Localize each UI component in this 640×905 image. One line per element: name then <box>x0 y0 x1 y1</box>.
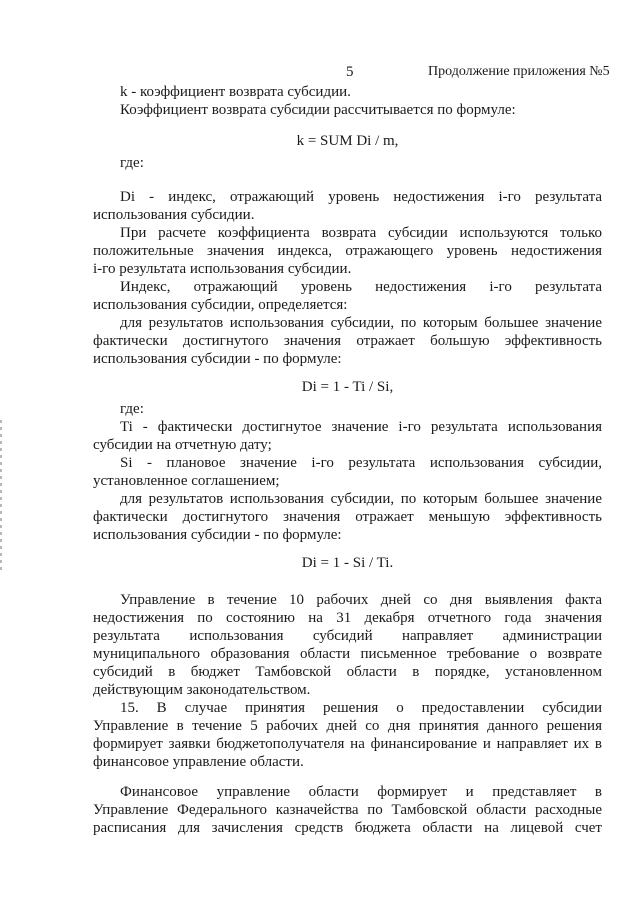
text-line: Индекс, отражающий уровень недостижения i-го результата <box>120 279 602 295</box>
text-line: фактически достигнутого значения отражает меньшую эффективность <box>93 509 602 525</box>
binding-edge-mark <box>0 420 2 570</box>
formula-di-2: Di = 1 - Si / Ti. <box>301 555 394 571</box>
appendix-continuation-label: Продолжение приложения №5 <box>428 64 610 79</box>
text-line: финансовое управление области. <box>93 754 304 770</box>
text-line: Управление в течение 10 рабочих дней со дня выявления факта <box>120 592 602 608</box>
text-line: Di - индекс, отражающий уровень недостижения i-го результата <box>120 189 602 205</box>
text-line: формирует заявки бюджетополучателя на финансирование и направляет их в <box>93 736 602 752</box>
text-line: Si - плановое значение i-го результата использования субсидии, <box>120 455 602 471</box>
text-line: использования субсидии - по формуле: <box>93 351 342 367</box>
text-line: Управление в течение 5 рабочих дней со дня принятия данного решения <box>93 718 602 734</box>
text-line: субсидий в бюджет Тамбовской области в порядке, установленном <box>93 664 602 680</box>
page-number: 5 <box>346 64 354 80</box>
text-line: использования субсидии. <box>93 207 255 223</box>
text-line: i-го результата использования субсидии. <box>93 261 352 277</box>
text-line: использования субсидии - по формуле: <box>93 527 342 543</box>
text-line: для результатов использования субсидии, по которым большее значение <box>120 491 602 507</box>
text-line: недостижения по состоянию на 31 декабря отчетного года значения <box>93 610 602 626</box>
text-line: муниципального образования области письменное требование о возврате <box>93 646 602 662</box>
text-line: фактически достигнутого значения отражает большую эффективность <box>93 333 602 349</box>
text-line: расписания для зачисления средств бюджета области на лицевой счет <box>93 820 602 836</box>
text-line: Ti - фактически достигнутое значение i-го результата использования <box>120 419 602 435</box>
text-line: результата использования субсидий направляет администрации <box>93 628 602 644</box>
text-line: установленное соглашением; <box>93 473 280 489</box>
text-line: субсидии на отчетную дату; <box>93 437 272 453</box>
text-line: где: <box>120 155 144 171</box>
text-line: При расчете коэффициента возврата субсидии используются только <box>120 225 602 241</box>
text-line: действующим законодательством. <box>93 682 311 698</box>
formula-k: k = SUM Di / m, <box>296 133 399 149</box>
text-line: положительные значения индекса, отражающего уровень недостижения <box>93 243 602 259</box>
text-line: где: <box>120 401 144 417</box>
text-line: использования субсидии, определяется: <box>93 297 348 313</box>
text-line: k - коэффициент возврата субсидии. <box>120 84 351 100</box>
text-line: Коэффициент возврата субсидии рассчитывается по формуле: <box>120 102 516 118</box>
text-line: Управление Федерального казначейства по Тамбовской области расходные <box>93 802 602 818</box>
formula-di-1: Di = 1 - Ti / Si, <box>301 379 394 395</box>
text-line: 15. В случае принятия решения о предоставлении субсидии <box>120 700 602 716</box>
text-line: Финансовое управление области формирует и представляет в <box>120 784 602 800</box>
text-line: для результатов использования субсидии, по которым большее значение <box>120 315 602 331</box>
